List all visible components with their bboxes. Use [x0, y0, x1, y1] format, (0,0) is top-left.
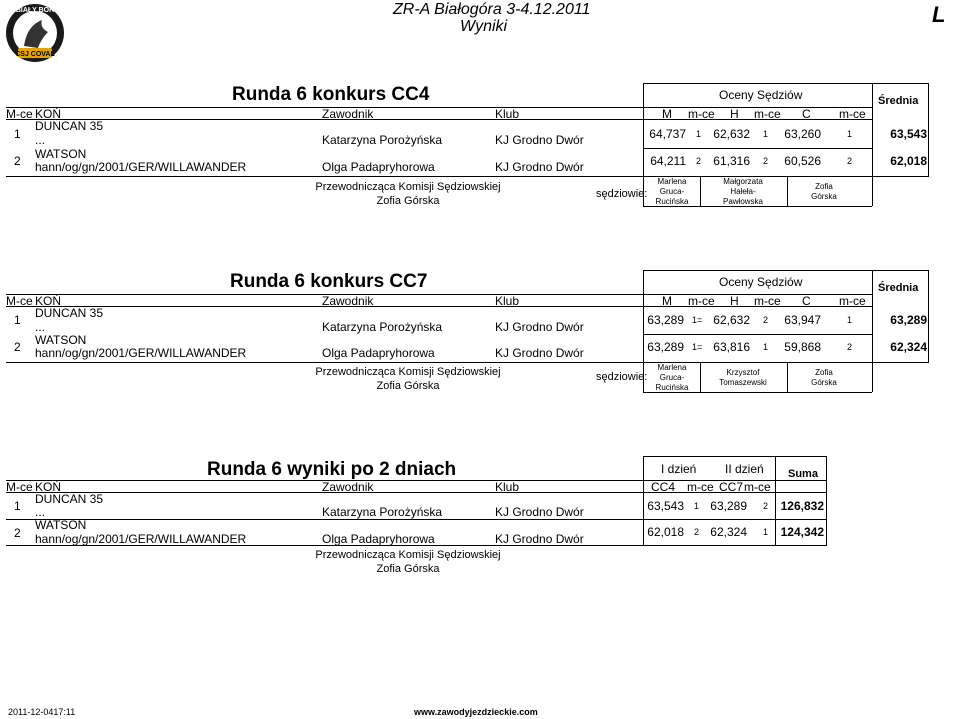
row-score-h: 61,316: [713, 154, 750, 168]
row-rider: Katarzyna Porożyńska: [322, 320, 443, 334]
page-subtitle: Wyniki: [460, 18, 508, 35]
row-place-c: 1: [847, 315, 853, 325]
col-c: C: [802, 107, 811, 121]
row-score-m: 63,289: [647, 313, 684, 327]
row-day1-place: 1: [694, 501, 700, 511]
col-mce: M-ce: [6, 294, 33, 308]
col-m-place: m-ce: [688, 294, 715, 308]
row-score-c: 63,260: [784, 127, 821, 141]
col-c-place: m-ce: [839, 107, 866, 121]
row-horse-name: DUNCAN 35: [35, 492, 104, 506]
row-club: KJ Grodno Dwór: [495, 505, 584, 519]
row-average: 62,018: [890, 154, 927, 168]
row-score-h: 62,632: [713, 313, 750, 327]
col-cc4-place: m-ce: [687, 480, 714, 494]
row-score-c: 63,947: [784, 313, 821, 327]
col-c: C: [802, 294, 811, 308]
row-score-m: 64,211: [650, 154, 686, 168]
row-rider: Katarzyna Porożyńska: [322, 505, 443, 519]
row-place-c: 2: [847, 156, 853, 166]
row-rider: Olga Padapryhorowa: [322, 346, 435, 360]
row-place-m: 2: [696, 156, 702, 166]
round1-judges-label: sędziowie:: [596, 188, 648, 200]
row-score-h: 63,816: [713, 340, 750, 354]
row-horse-details: ...: [35, 320, 46, 334]
col-klub: Klub: [495, 107, 520, 121]
row-horse-details: ...: [35, 133, 46, 147]
round1-title: Runda 6 konkurs CC4: [232, 84, 430, 105]
row-sum: 124,342: [780, 525, 824, 539]
row-club: KJ Grodno Dwór: [495, 346, 584, 360]
round1-srednia-header: Średnia: [878, 95, 919, 107]
row-day2-place: 1: [763, 527, 769, 537]
col-cc7-place: m-ce: [744, 480, 771, 494]
round2-judges-label: sędziowie:: [596, 371, 648, 383]
judge-h: Krzysztof Tomaszewski: [719, 368, 767, 387]
judge-c: Zofia Górska: [811, 368, 837, 387]
svg-text:CSJ COVAL: CSJ COVAL: [15, 51, 55, 58]
row-horse-name: DUNCAN 35: [35, 306, 104, 320]
judge-c: Zofia Górska: [811, 182, 837, 201]
round2-oceny-header: Oceny Sędziów: [719, 275, 803, 289]
row-average: 63,543: [890, 127, 927, 141]
row-day1-place: 2: [694, 527, 700, 537]
row-place-m: 1: [696, 129, 702, 139]
round3-president: [313, 548, 503, 576]
col-mce: M-ce: [6, 107, 33, 121]
col-cc4: CC4: [651, 480, 676, 494]
col-zawodnik: Zawodnik: [322, 107, 374, 121]
row-place-h: 1: [763, 342, 769, 352]
row-place-h: 2: [763, 156, 769, 166]
row-horse-name: DUNCAN 35: [35, 119, 104, 133]
row-score-m: 64,737: [649, 127, 686, 141]
col-h-place: m-ce: [754, 107, 781, 121]
col-kon: KOŃ: [35, 480, 62, 494]
col-kon: KOŃ: [35, 107, 62, 121]
col-h: H: [730, 294, 739, 308]
row-place: 1: [14, 499, 21, 513]
row-horse-details: hann/og/gn/2001/GER/WILLAWANDER: [35, 532, 247, 546]
row-place: 1: [14, 127, 21, 141]
row-horse-details: hann/og/gn/2001/GER/WILLAWANDER: [35, 160, 247, 174]
judge-h: Małgorzata Hałeła- Pawłowska: [722, 177, 763, 206]
row-place: 1: [14, 313, 21, 327]
col-c-place: m-ce: [839, 294, 866, 308]
row-place-h: 2: [763, 315, 769, 325]
judge-m: Marlena Gruca- Rucińska: [655, 177, 689, 206]
row-score-c: 59,868: [784, 340, 821, 354]
round2-title: Runda 6 konkurs CC7: [230, 271, 428, 292]
row-sum: 126,832: [780, 499, 824, 513]
day1-header: I dzień: [661, 462, 697, 476]
row-horse-details: hann/og/gn/2001/GER/WILLAWANDER: [35, 346, 247, 360]
footer-timestamp: 2011-12-0417:11: [8, 707, 76, 717]
suma-header: Suma: [788, 468, 818, 480]
row-place-c: 2: [847, 342, 853, 352]
row-club: KJ Grodno Dwór: [495, 320, 584, 334]
col-zawodnik: Zawodnik: [322, 294, 374, 308]
row-day1-score: 62,018: [647, 525, 684, 539]
row-day2-place: 2: [763, 501, 769, 511]
col-h-place: m-ce: [754, 294, 781, 308]
day2-header: II dzień: [725, 462, 764, 476]
svg-text:BIAŁY BÓR: BIAŁY BÓR: [15, 7, 55, 14]
row-horse-name: WATSON: [35, 518, 87, 532]
row-horse-name: WATSON: [35, 147, 87, 161]
president-label: Przewodnicząca Komisji Sędziowskiej: [315, 181, 501, 193]
president-name: Zofia Górska: [376, 380, 440, 392]
footer-website: www.zawodyjezdzieckie.com: [414, 707, 538, 717]
col-zawodnik: Zawodnik: [322, 480, 374, 494]
round2-srednia-header: Średnia: [878, 282, 919, 294]
row-place-c: 1: [847, 129, 853, 139]
president-label: Przewodnicząca Komisji Sędziowskiej: [315, 549, 501, 561]
round1-president: [313, 180, 503, 208]
president-name: Zofia Górska: [376, 563, 440, 575]
col-klub: Klub: [495, 480, 520, 494]
president-label: Przewodnicząca Komisji Sędziowskiej: [315, 366, 501, 378]
col-h: H: [730, 107, 739, 121]
row-club: KJ Grodno Dwór: [495, 532, 584, 546]
round1-oceny-header: Oceny Sędziów: [719, 88, 803, 102]
col-kon: KOŃ: [35, 294, 62, 308]
row-score-c: 60,526: [784, 154, 821, 168]
col-cc7: CC7: [719, 480, 744, 494]
row-place-m: 1=: [692, 342, 703, 352]
event-logo: [4, 2, 66, 64]
col-m: M: [662, 294, 672, 308]
row-day1-score: 63,543: [647, 499, 684, 513]
row-score-h: 62,632: [713, 127, 750, 141]
row-club: KJ Grodno Dwór: [495, 160, 584, 174]
col-m: M: [662, 107, 672, 121]
row-rider: Olga Padapryhorowa: [322, 532, 435, 546]
row-horse-name: WATSON: [35, 333, 87, 347]
row-place: 2: [14, 340, 21, 354]
round2-president: [313, 365, 503, 393]
row-horse-details: ...: [35, 505, 46, 519]
col-klub: Klub: [495, 294, 520, 308]
row-score-m: 63,289: [647, 340, 684, 354]
row-average: 63,289: [890, 313, 927, 327]
row-place-h: 1: [763, 129, 769, 139]
row-average: 62,324: [890, 340, 927, 354]
col-m-place: m-ce: [688, 107, 715, 121]
class-letter: L: [932, 2, 946, 27]
row-rider: Olga Padapryhorowa: [322, 160, 435, 174]
row-club: KJ Grodno Dwór: [495, 133, 584, 147]
row-place-m: 1=: [692, 315, 703, 325]
president-name: Zofia Górska: [376, 195, 440, 207]
row-rider: Katarzyna Porożyńska: [322, 133, 443, 147]
col-mce: M-ce: [6, 480, 33, 494]
row-day2-score: 63,289: [710, 499, 747, 513]
row-place: 2: [14, 526, 21, 540]
row-day2-score: 62,324: [710, 525, 747, 539]
round3-title: Runda 6 wyniki po 2 dniach: [207, 459, 457, 480]
judge-m: Marlena Gruca- Rucińska: [655, 363, 689, 392]
event-title: ZR-A Białogóra 3-4.12.2011: [393, 1, 591, 18]
row-place: 2: [14, 154, 21, 168]
